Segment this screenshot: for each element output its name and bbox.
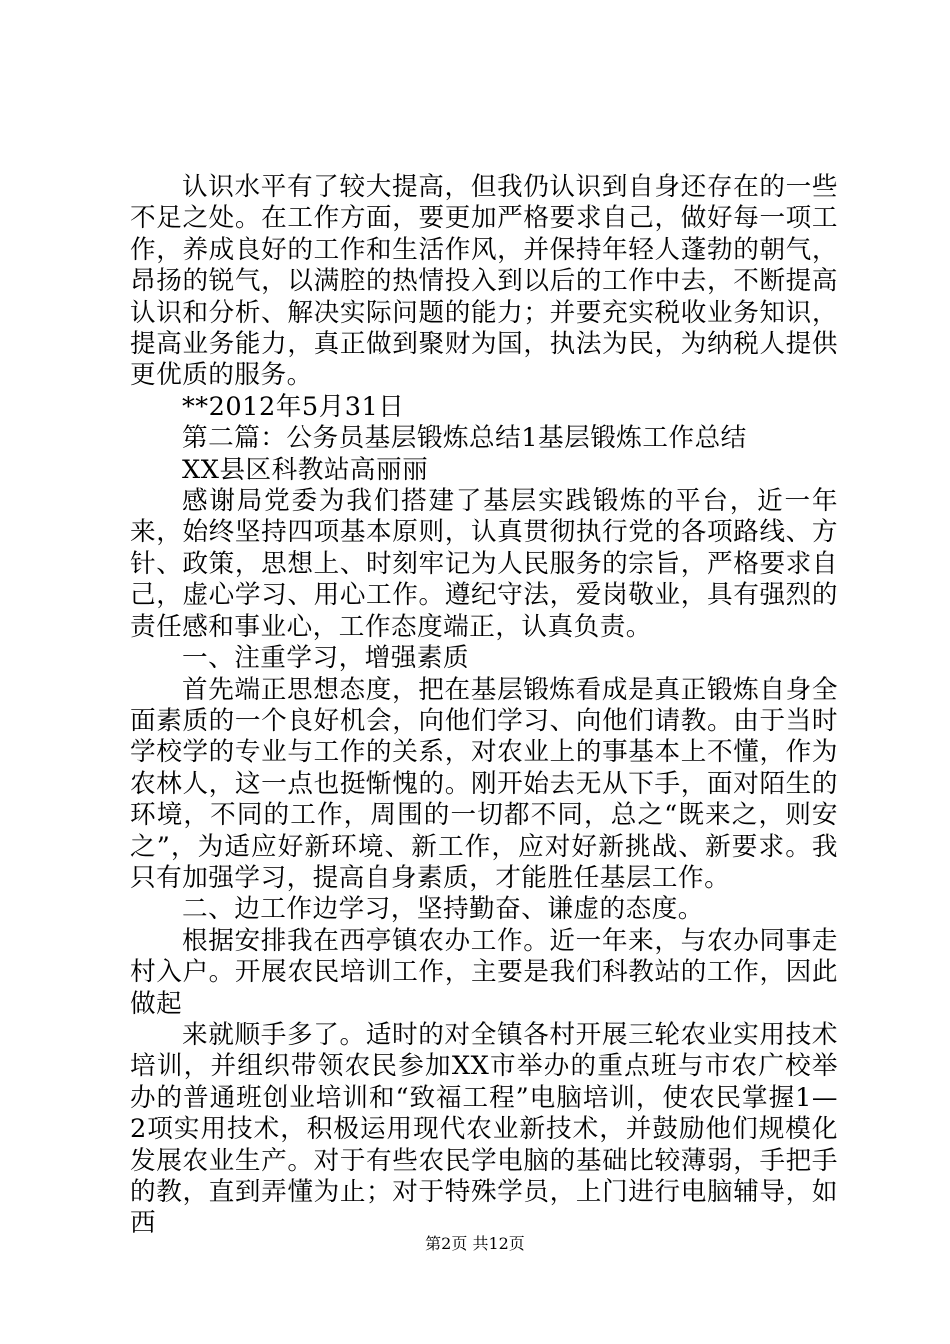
document-body [130,172,838,1240]
heading-2: 二、边工作边学习，坚持勤奋、谦虚的态度。 [182,894,704,925]
paragraph-1: 认识水平有了较大提高，但我仍认识到自身还存在的一些不足之处。在工作方面，要更加严格要求自己，做好每一项工作，养成良好的工作和生活作风，并保持年轻人蓬勃的朝气，昂扬的锐气，以满腔的热情投入到以后的工作中去，不断提高认识和分析、解决实际问题的能力；并要充实税收业务知识，提高业务能力，真正做到聚财为国，执法为民，为纳税人提供更优质的服务。 [130,172,838,391]
paragraph-2: 感谢局党委为我们搭建了基层实践锻炼的平台，近一年来，始终坚持四项基本原则，认真贯彻执行党的各项路线、方针、政策，思想上、时刻牢记为人民服务的宗旨，严格要求自己，虚心学习、用心工作。遵纪守法，爱岗敬业，具有强烈的责任感和事业心，工作态度端正，认真负责。 [130,486,838,642]
page-footer: 第2页 共12页 [425,1234,525,1253]
paragraph-4: 根据安排我在西亭镇农办工作。近一年来，与农办同事走村入户。开展农民培训工作，主要是我们科教站的工作，因此做起 [130,925,838,1019]
paragraph-3: 首先端正思想态度，把在基层锻炼看成是真正锻炼自身全面素质的一个良好机会，向他们学习、向他们请教。由于当时学校学的专业与工作的关系，对农业上的事基本上不懂，作为农林人，这一点也挺惭愧的。刚开始去无从下手，面对陌生的环境，不同的工作，周围的一切都不同，总之“既来之，则安之”，为适应好新环境、新工作，应对好新挑战、新要求。我只有加强学习，提高自身素质，才能胜任基层工作。 [130,674,838,893]
heading-1: 一、注重学习，增强素质 [182,643,470,674]
author-line: XX县区科教站高丽丽 [182,454,429,485]
section-title: 第二篇：公务员基层锻炼总结1基层锻炼工作总结 [182,423,747,454]
paragraph-date: **2012年5月31日 [182,391,405,422]
paragraph-5: 来就顺手多了。适时的对全镇各村开展三轮农业实用技术培训，并组织带领农民参加XX市举办的重点班与市农广校举办的普通班创业培训和“致福工程”电脑培训，使农民掌握1—2项实用技术，积极运用现代农业新技术，并鼓励他们规模化发展农业生产。对于有些农民学电脑的基础比较薄弱，手把手的教，直到弄懂为止；对于特殊学员，上门进行电脑辅导，如西 [130,1019,838,1239]
